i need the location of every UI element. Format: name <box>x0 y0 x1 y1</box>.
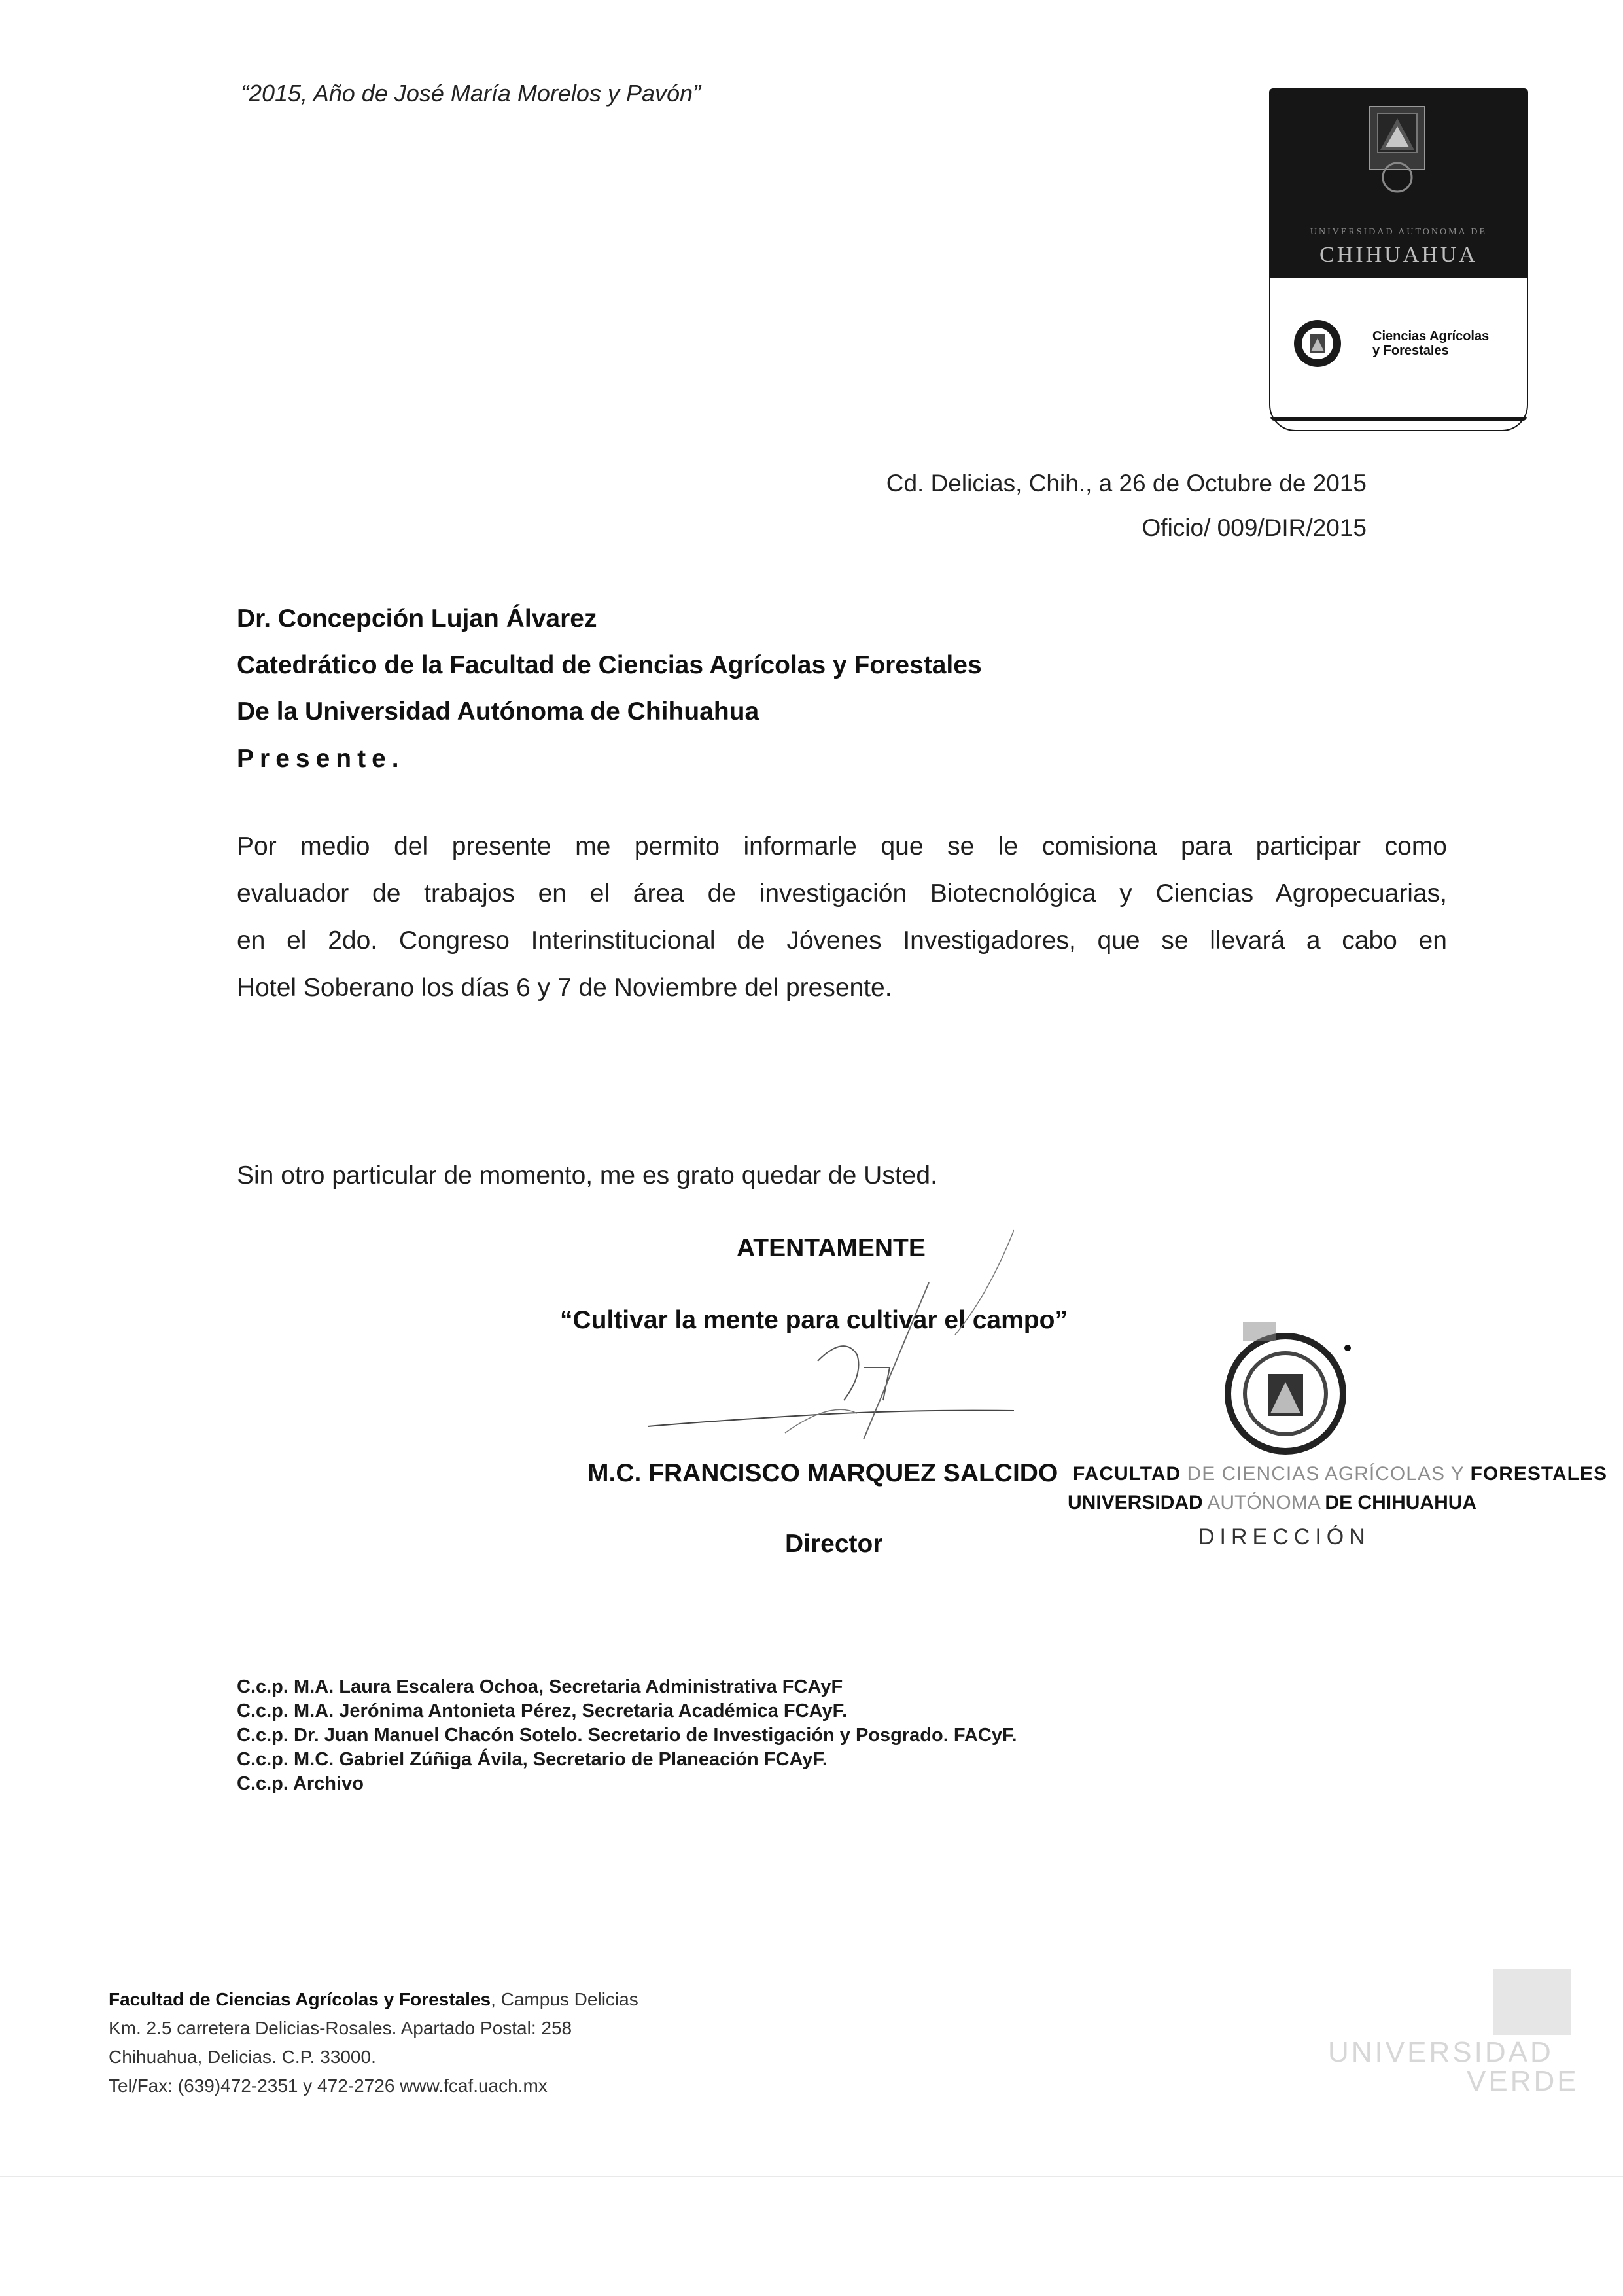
handwritten-signature <box>648 1204 1014 1439</box>
signer-role: Director <box>785 1530 883 1558</box>
footer-contact-line: Tel/Fax: (639)472-2351 y 472-2726 www.fcaf.uach.mx <box>109 2075 548 2096</box>
footer-address-line: Chihuahua, Delicias. C.P. 33000. <box>109 2047 376 2067</box>
logo-base-line <box>1270 417 1527 421</box>
body-line: Hotel Soberano los días 6 y 7 de Noviembre del presente. <box>237 974 892 1002</box>
verde-badge-line2: VERDE <box>1467 2065 1579 2097</box>
official-seal-icon <box>1217 1322 1354 1459</box>
faculty-crest-icon <box>1291 317 1344 370</box>
recipient-name: Dr. Concepción Lujan Álvarez <box>237 605 597 633</box>
faculty-logo-panel <box>1269 278 1528 431</box>
ccp-item: C.c.p. M.A. Laura Escalera Ochoa, Secretaria Administrativa FCAyF <box>237 1676 843 1697</box>
body-line: evaluador de trabajos en el área de investigación Biotecnológica y Ciencias Agropecuarias, <box>237 879 1447 908</box>
signer-name: M.C. FRANCISCO MARQUEZ SALCIDO <box>587 1459 1058 1487</box>
body-line: Por medio del presente me permito informarle que se le comisiona para participar como <box>237 832 1447 860</box>
stamp-line-university: UNIVERSIDAD AUTÓNOMA DE CHIHUAHUA <box>1068 1492 1477 1513</box>
institutional-slogan: “Cultivar la mente para cultivar el campo” <box>560 1306 1068 1334</box>
university-crest-icon <box>1366 104 1429 196</box>
document-reference: Oficio/ 009/DIR/2015 <box>1142 514 1367 541</box>
closing-sentence: Sin otro particular de momento, me es grato quedar de Usted. <box>237 1161 937 1190</box>
ccp-list <box>237 1675 1017 1796</box>
verde-badge-line1: UNIVERSIDAD <box>1328 2036 1554 2068</box>
footer-faculty-line: Facultad de Ciencias Agrícolas y Forestales, Campus Delicias <box>109 1989 638 2009</box>
ccp-item: C.c.p. Archivo <box>237 1773 364 1794</box>
letter-body <box>237 823 1447 1012</box>
faculty-name: Ciencias Agrícolas y Forestales <box>1372 329 1490 358</box>
verde-cube-icon <box>1493 1969 1571 2035</box>
university-logo <box>1269 88 1528 435</box>
year-motto: “2015, Año de José María Morelos y Pavón” <box>241 80 701 107</box>
university-name: CHIHUAHUA <box>1319 243 1478 267</box>
body-line: en el 2do. Congreso Interinstitucional de Jóvenes Investigadores, que se llevará a cabo en <box>237 927 1447 955</box>
place-date: Cd. Delicias, Chih., a 26 de Octubre de 2015 <box>886 470 1367 497</box>
university-name-small: UNIVERSIDAD AUTONOMA DE <box>1310 227 1488 237</box>
stamp-line-faculty: FACULTAD DE CIENCIAS AGRÍCOLAS Y FORESTALES <box>1073 1463 1608 1485</box>
atentamente-label: ATENTAMENTE <box>737 1234 926 1262</box>
bottom-divider <box>0 2176 1623 2177</box>
ccp-item: C.c.p. M.C. Gabriel Zúñiga Ávila, Secretario de Planeación FCAyF. <box>237 1749 828 1770</box>
presente-label: Presente. <box>237 745 405 773</box>
recipient-position: Catedrático de la Facultad de Ciencias Agrícolas y Forestales <box>237 651 982 679</box>
stamp-line-direccion: DIRECCIÓN <box>1198 1525 1370 1549</box>
ccp-item: C.c.p. Dr. Juan Manuel Chacón Sotelo. Secretario de Investigación y Posgrado. FACyF. <box>237 1725 1017 1746</box>
ccp-item: C.c.p. M.A. Jerónima Antonieta Pérez, Secretaria Académica FCAyF. <box>237 1701 848 1722</box>
footer-address-line: Km. 2.5 carretera Delicias-Rosales. Apartado Postal: 258 <box>109 2018 572 2038</box>
university-logo-dark-panel <box>1269 88 1528 278</box>
recipient-institution: De la Universidad Autónoma de Chihuahua <box>237 698 759 726</box>
universidad-verde-badge <box>1328 1969 1583 2100</box>
footer-address <box>109 1985 638 2100</box>
